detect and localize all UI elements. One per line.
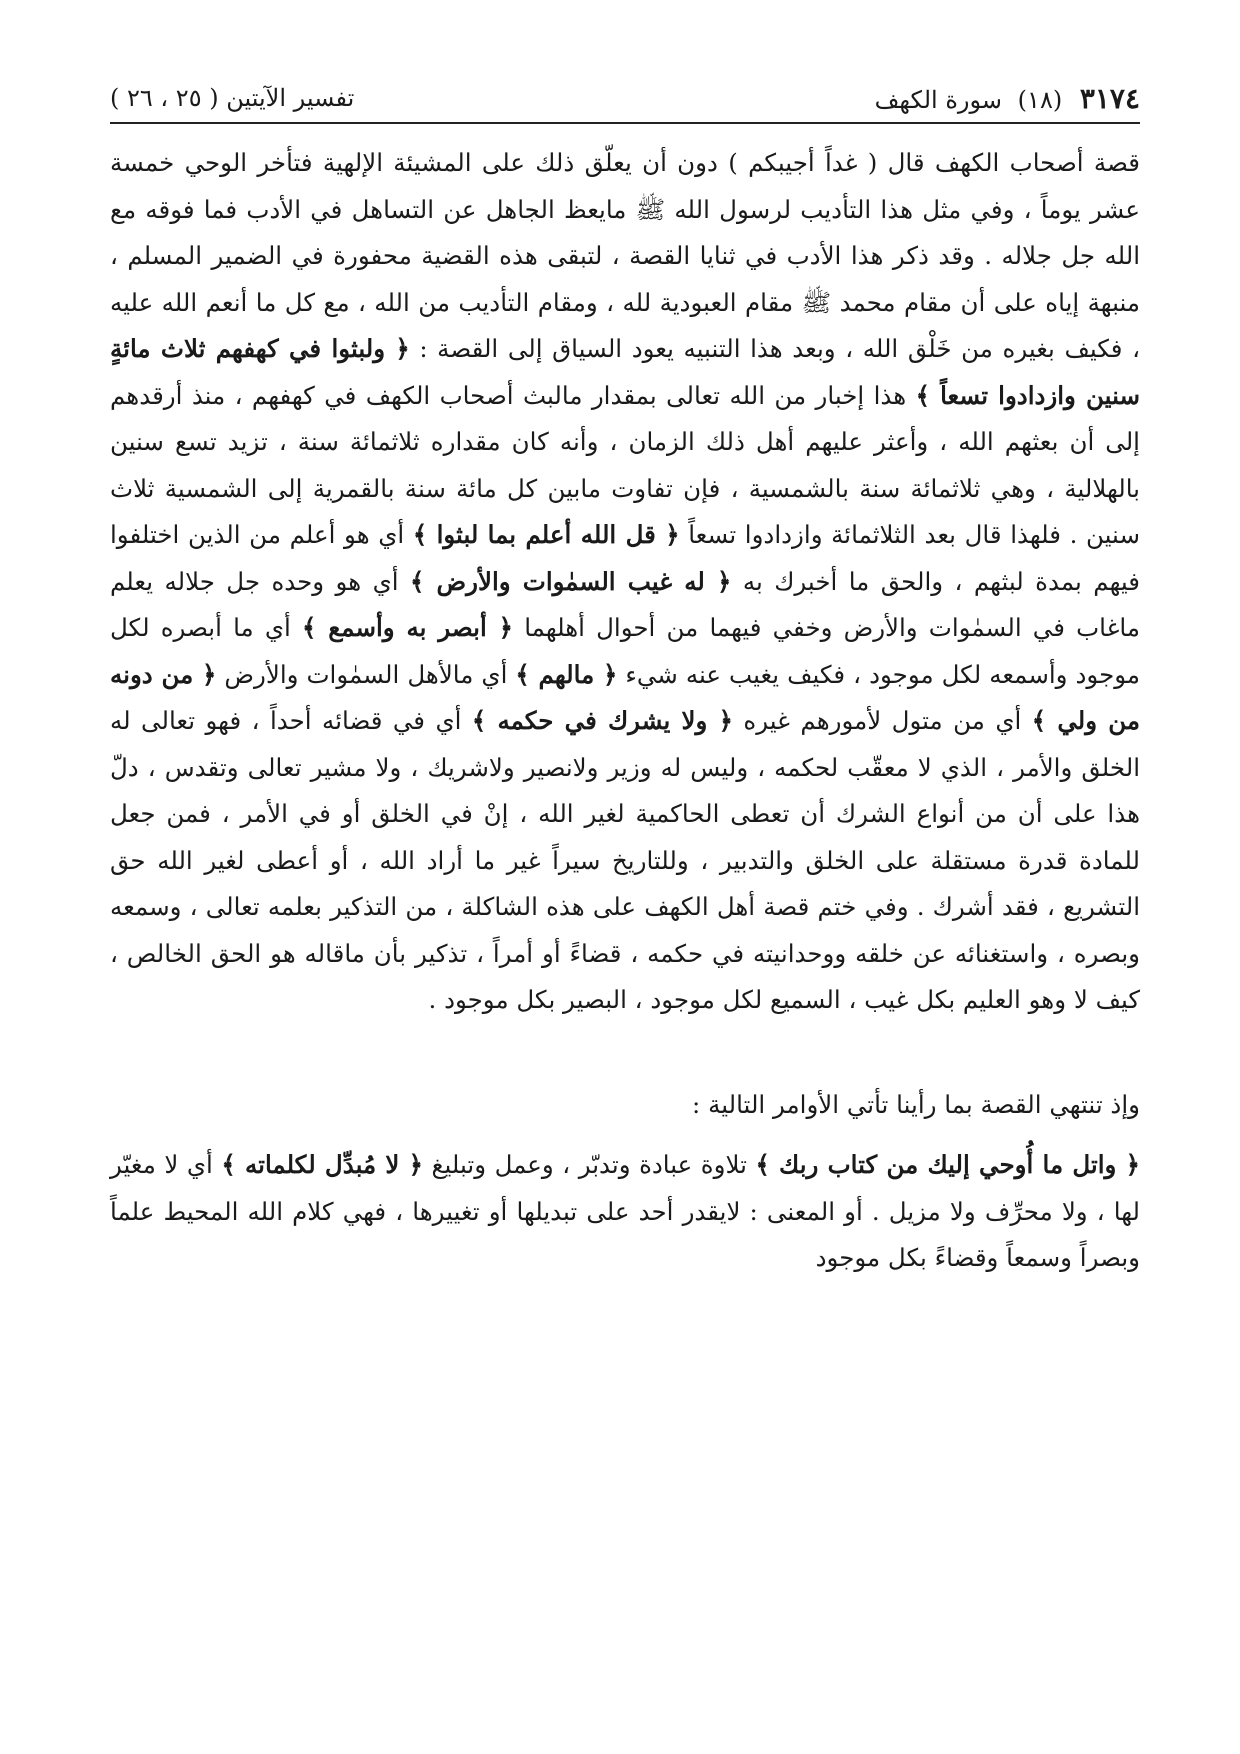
running-header xyxy=(110,70,1140,124)
text-segment: أي ما أبصره لكل موجود وأسمعه لكل موجود ، فكيف يغيب عنه شيء xyxy=(110,613,1141,689)
paragraph-transition xyxy=(110,1082,1140,1129)
paragraph-gap xyxy=(110,1024,1140,1082)
text-segment: أي من متول لأمورهم غيره xyxy=(732,706,1032,735)
book-page xyxy=(110,70,1140,1710)
quran-verse: ﴿ قل الله أعلم بما لبثوا ﴾ xyxy=(412,520,680,549)
quran-verse: ﴿ لا مُبدِّل لكلماته ﴾ xyxy=(221,1150,423,1179)
paragraph-commands xyxy=(110,1142,1140,1282)
quran-verse: ﴿ مالهم ﴾ xyxy=(515,659,618,689)
text-segment: أي لا مغيّر لها ، ولا محرِّف ولا مزيل . أو المعنى : لايقدر أحد على تبديلها أو تغييرها ، فهي كلام الله المحيط علماً وبصراً وسمعاً وقضاءً بكل موجود xyxy=(110,1150,1140,1272)
body-text xyxy=(110,140,1140,1282)
text-segment: تلاوة عبادة وتدبّر ، وعمل وتبليغ xyxy=(422,1150,756,1179)
quran-verse: ﴿ أبصر به وأسمع ﴾ xyxy=(302,613,514,642)
header-right xyxy=(875,82,1140,115)
quran-verse: ﴿ ولبثوا في كهفهم ثلاث مائةٍ سنين وازدادوا تسعاً ﴾ xyxy=(110,334,1140,410)
quran-verse: ﴿ من دونه من ولي ﴾ xyxy=(110,659,1141,735)
page-number: ٣١٧٤ xyxy=(1079,82,1140,115)
text-segment: أي هو أعلم من الذين اختلفوا فيهم بمدة لبثهم ، والحق ما أخبرك به xyxy=(110,520,1140,596)
text-segment: قصة أصحاب الكهف قال ( غداً أجيبكم ) دون أن يعلّق ذلك على المشيئة الإلهية فتأخر الوحي خمسة عشر يوماً ، وفي مثل هذا التأديب لرسول الله ﷺ مايعظ الجاهل عن التساهل في الأدب فما فوقه مع الله جل جلاله . وقد ذكر هذا الأدب في ثنايا القصة ، لتبقى هذه القضية محفورة في الضمير المسلم ، منبهة إياه على أن مقام محمد ﷺ مقام العبودية لله ، ومقام التأديب من الله ، مع كل ما أنعم الله عليه ، فكيف بغيره من خَلْق الله ، وبعد هذا التنبيه يعود السياق إلى القصة : xyxy=(110,148,1140,363)
quran-verse: ﴿ له غيب السمٰوات والأرض ﴾ xyxy=(410,566,732,596)
surah-name: سورة الكهف xyxy=(874,86,1003,114)
paragraph-main xyxy=(110,140,1140,1024)
surah-number: (١٨) xyxy=(1017,86,1063,114)
quran-verse: ﴿ واتل ما أُوحي إليك من كتاب ربك ﴾ xyxy=(755,1150,1140,1179)
text-segment: وإذ تنتهي القصة بما رأينا تأتي الأوامر التالية : xyxy=(692,1089,1140,1119)
text-segment: أي في قضائه أحداً ، فهو تعالى له الخلق والأمر ، الذي لا معقّب لحكمه ، وليس له وزير ولانصير ولاشريك ، ولا مشير تعالى وتقدس ، دلّ هذا على أن من أنواع الشرك أن تعطى الحاكمية لغير الله ، إنْ في الخلق أو في الأمر ، فمن جعل للمادة قدرة مستقلة على الخلق والتدبير ، وللتاريخ سيراً غير ما أراد الله ، أو أعطى لغير الله حق التشريع ، فقد أشرك . وفي ختم قصة أهل الكهف على هذه الشاكلة ، من التذكير بعلمه تعالى ، وسمعه وبصره ، واستغنائه عن خلقه ووحدانيته في حكمه ، قضاءً أو أمراً ، تذكير بأن ماقاله هو الحق الخالص ، كيف لا وهو العليم بكل غيب ، السميع لكل موجود ، البصير بكل موجود . xyxy=(110,706,1140,1014)
text-segment: أي هو وحده جل جلاله يعلم ماغاب في السمٰوات والأرض وخفي فيهما من أحوال أهلهما xyxy=(110,566,1141,642)
quran-verse: ﴿ ولا يشرك في حكمه ﴾ xyxy=(471,706,733,735)
section-title: تفسير الآيتين ( ٢٥ ، ٢٦ ) xyxy=(110,84,355,112)
text-segment: أي مالأهل السمٰوات والأرض xyxy=(216,659,516,689)
text-segment: هذا إخبار من الله تعالى بمقدار مالبث أصحاب الكهف في كهفهم ، منذ أرقدهم إلى أن بعثهم الله ، وأعثر عليهم أهل ذلك الزمان ، وأنه كان مقداره ثلاثمائة سنة ، تزيد تسع سنين بالهلالية ، وهي ثلاثمائة سنة بالشمسية ، فإن تفاوت مابين كل مائة سنة بالقمرية إلى الشمسية ثلاث سنين . فلهذا قال بعد الثلاثمائة وازدادوا تسعاً xyxy=(110,380,1140,549)
